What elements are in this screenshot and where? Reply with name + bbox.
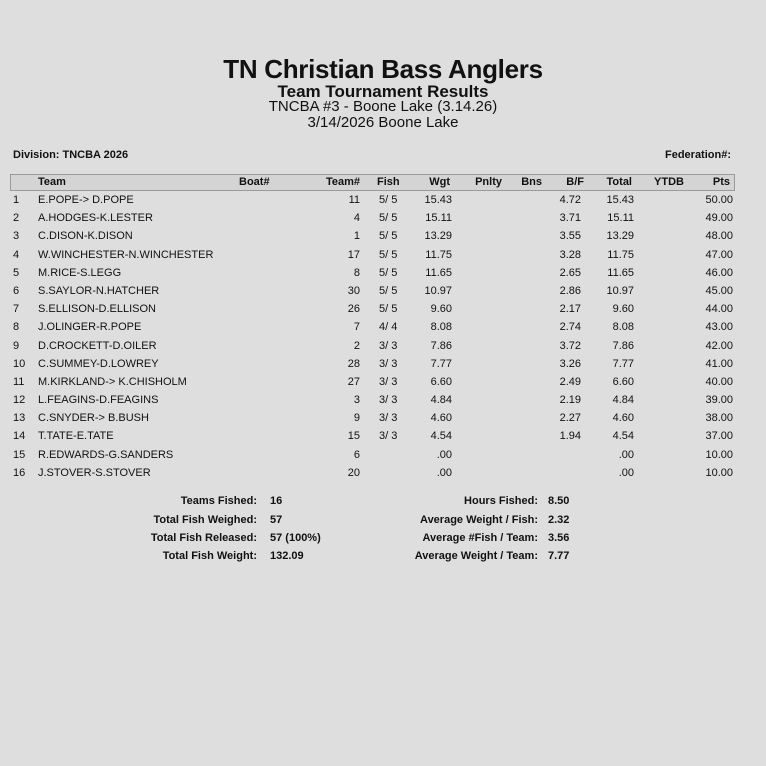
weight-cell: 9.60 bbox=[430, 303, 452, 316]
table-row bbox=[10, 209, 735, 227]
col-header-team: Team bbox=[38, 176, 66, 188]
team-cell: A.HODGES-K.LESTER bbox=[38, 212, 153, 225]
place-cell: 13 bbox=[13, 412, 26, 425]
points-cell: 39.00 bbox=[705, 394, 733, 407]
table-row bbox=[10, 227, 735, 245]
points-cell: 45.00 bbox=[705, 284, 733, 297]
col-header-bonus: Bns bbox=[521, 176, 542, 188]
total-cell: 4.84 bbox=[612, 394, 634, 407]
weight-cell: 6.60 bbox=[430, 375, 452, 388]
table-row bbox=[10, 191, 735, 209]
col-header-big-fish: B/F bbox=[566, 176, 584, 188]
big-fish-cell: 2.74 bbox=[559, 321, 581, 334]
weight-cell: 11.75 bbox=[425, 248, 452, 261]
total-cell: 15.11 bbox=[607, 212, 634, 225]
col-header-points: Pts bbox=[712, 176, 730, 188]
fish-cell: 4/ 4 bbox=[379, 321, 398, 334]
points-cell: 44.00 bbox=[705, 303, 733, 316]
total-fish-released-value: 57 (100%) bbox=[270, 532, 321, 544]
total-cell: 9.60 bbox=[612, 303, 634, 316]
total-cell: .00 bbox=[618, 466, 634, 479]
avg-weight-team-label: Average Weight / Team: bbox=[414, 550, 538, 562]
team-number-cell: 7 bbox=[353, 321, 360, 334]
big-fish-cell: 4.72 bbox=[559, 194, 581, 206]
team-number-cell: 8 bbox=[353, 266, 360, 279]
total-cell: 7.77 bbox=[612, 357, 634, 370]
report-subtitle: Team Tournament Results bbox=[277, 82, 489, 101]
team-number-cell: 27 bbox=[347, 375, 360, 388]
team-number-cell: 15 bbox=[347, 430, 360, 443]
place-cell: 2 bbox=[13, 212, 20, 225]
total-cell: 15.43 bbox=[606, 194, 634, 206]
division-label: Division: TNCBA 2026 bbox=[13, 149, 129, 161]
team-number-cell: 1 bbox=[353, 230, 360, 243]
place-cell: 8 bbox=[13, 321, 20, 334]
event-name: TNCBA #3 - Boone Lake (3.14.26) bbox=[268, 98, 498, 115]
fish-cell: 5/ 5 bbox=[379, 194, 398, 206]
big-fish-cell: 1.94 bbox=[559, 430, 581, 443]
hours-fished-label: Hours Fished: bbox=[464, 495, 538, 507]
place-cell: 14 bbox=[13, 430, 26, 443]
total-cell: 8.08 bbox=[612, 321, 634, 334]
place-cell: 15 bbox=[13, 448, 26, 461]
place-cell: 9 bbox=[13, 339, 20, 352]
points-cell: 47.00 bbox=[705, 248, 733, 261]
big-fish-cell: 3.28 bbox=[559, 248, 581, 261]
total-cell: 6.60 bbox=[612, 375, 634, 388]
fish-cell: 3/ 3 bbox=[379, 430, 398, 443]
weight-cell: 7.77 bbox=[430, 357, 452, 370]
weight-cell: 13.29 bbox=[424, 230, 452, 243]
table-row bbox=[10, 300, 735, 318]
team-cell: S.SAYLOR-N.HATCHER bbox=[38, 284, 160, 297]
total-cell: 13.29 bbox=[606, 230, 634, 243]
place-cell: 4 bbox=[13, 248, 20, 261]
points-cell: 38.00 bbox=[705, 412, 733, 425]
total-cell: .00 bbox=[618, 448, 634, 461]
team-cell: J.OLINGER-R.POPE bbox=[38, 321, 142, 334]
col-header-team-number: Team# bbox=[325, 176, 360, 188]
total-cell: 11.75 bbox=[607, 248, 634, 261]
points-cell: 43.00 bbox=[705, 321, 733, 334]
weight-cell: 4.84 bbox=[430, 394, 452, 407]
fish-cell: 3/ 3 bbox=[379, 375, 398, 388]
team-number-cell: 30 bbox=[347, 284, 360, 297]
place-cell: 11 bbox=[13, 375, 25, 388]
total-fish-released-label: Total Fish Released: bbox=[150, 532, 257, 544]
team-number-cell: 6 bbox=[353, 448, 360, 461]
col-header-ytdb: YTDB bbox=[654, 176, 684, 188]
place-cell: 5 bbox=[13, 266, 20, 279]
big-fish-cell: 2.17 bbox=[559, 303, 581, 316]
big-fish-cell: 2.27 bbox=[559, 412, 581, 425]
points-cell: 50.00 bbox=[705, 194, 733, 206]
team-number-cell: 2 bbox=[353, 339, 360, 352]
weight-cell: 4.54 bbox=[430, 430, 452, 443]
page-title: TN Christian Bass Anglers bbox=[223, 54, 543, 84]
avg-weight-team-value: 7.77 bbox=[548, 550, 570, 562]
weight-cell: 11.65 bbox=[425, 266, 452, 279]
total-cell: 10.97 bbox=[606, 284, 634, 297]
teams-fished-value: 16 bbox=[270, 495, 283, 507]
place-cell: 16 bbox=[13, 466, 26, 479]
table-row bbox=[10, 427, 735, 445]
team-cell: M.KIRKLAND-> K.CHISHOLM bbox=[38, 375, 187, 388]
points-cell: 42.00 bbox=[705, 339, 733, 352]
team-number-cell: 4 bbox=[353, 212, 360, 225]
team-cell: T.TATE-E.TATE bbox=[38, 430, 114, 443]
total-fish-weight-value: 132.09 bbox=[270, 550, 304, 562]
fish-cell: 5/ 5 bbox=[379, 248, 398, 261]
points-cell: 41.00 bbox=[705, 357, 733, 370]
points-cell: 48.00 bbox=[705, 230, 733, 243]
big-fish-cell: 2.49 bbox=[559, 375, 581, 388]
team-number-cell: 17 bbox=[347, 248, 360, 261]
team-cell: S.ELLISON-D.ELLISON bbox=[38, 303, 156, 316]
team-cell: E.POPE-> D.POPE bbox=[38, 194, 134, 206]
big-fish-cell: 2.19 bbox=[559, 394, 581, 407]
federation-label: Federation#: bbox=[664, 149, 731, 161]
place-cell: 1 bbox=[13, 194, 20, 206]
col-header-fish: Fish bbox=[377, 176, 400, 188]
table-row bbox=[10, 355, 735, 373]
total-cell: 11.65 bbox=[607, 266, 634, 279]
team-cell: R.EDWARDS-G.SANDERS bbox=[38, 448, 174, 461]
place-cell: 7 bbox=[13, 303, 20, 316]
table-row bbox=[10, 246, 735, 264]
col-header-penalty: Pnlty bbox=[475, 176, 502, 188]
team-number-cell: 26 bbox=[347, 303, 360, 316]
col-header-weight: Wgt bbox=[429, 176, 450, 188]
team-cell: D.CROCKETT-D.OILER bbox=[38, 339, 157, 352]
team-number-cell: 20 bbox=[347, 466, 360, 479]
big-fish-cell: 3.72 bbox=[559, 339, 581, 352]
total-cell: 4.54 bbox=[612, 430, 634, 443]
table-row bbox=[10, 264, 735, 282]
place-cell: 10 bbox=[13, 357, 26, 370]
col-header-total: Total bbox=[606, 176, 632, 188]
fish-cell: 5/ 5 bbox=[379, 303, 398, 316]
weight-cell: 7.86 bbox=[430, 339, 452, 352]
total-fish-weight-label: Total Fish Weight: bbox=[162, 550, 257, 562]
big-fish-cell: 3.55 bbox=[559, 230, 581, 243]
table-row bbox=[10, 464, 735, 482]
avg-weight-fish-label: Average Weight / Fish: bbox=[420, 514, 538, 526]
big-fish-cell: 2.65 bbox=[559, 266, 581, 279]
team-number-cell: 3 bbox=[353, 394, 360, 407]
fish-cell: 5/ 5 bbox=[379, 266, 398, 279]
points-cell: 46.00 bbox=[705, 266, 733, 279]
avg-fish-team-value: 3.56 bbox=[548, 532, 570, 544]
weight-cell: 15.11 bbox=[425, 212, 452, 225]
table-row bbox=[10, 446, 735, 464]
results-table-body bbox=[10, 191, 735, 482]
avg-fish-team-label: Average #Fish / Team: bbox=[422, 532, 538, 544]
team-cell: C.SUMMEY-D.LOWREY bbox=[38, 357, 159, 370]
points-cell: 10.00 bbox=[705, 448, 733, 461]
team-cell: C.SNYDER-> B.BUSH bbox=[38, 412, 149, 425]
team-cell: W.WINCHESTER-N.WINCHESTER bbox=[38, 248, 214, 261]
table-row bbox=[10, 282, 735, 300]
points-cell: 49.00 bbox=[705, 212, 733, 225]
table-header bbox=[10, 174, 735, 191]
fish-cell: 3/ 3 bbox=[379, 357, 398, 370]
avg-weight-fish-value: 2.32 bbox=[548, 514, 570, 526]
teams-fished-label: Teams Fished: bbox=[180, 495, 257, 507]
place-cell: 12 bbox=[13, 394, 26, 407]
points-cell: 10.00 bbox=[705, 466, 733, 479]
big-fish-cell: 3.26 bbox=[559, 357, 581, 370]
col-header-boat: Boat# bbox=[239, 176, 270, 188]
hours-fished-value: 8.50 bbox=[548, 495, 570, 507]
fish-cell: 3/ 3 bbox=[379, 412, 398, 425]
weight-cell: 4.60 bbox=[430, 412, 452, 425]
table-row bbox=[10, 391, 735, 409]
team-number-cell: 9 bbox=[353, 412, 360, 425]
team-cell: J.STOVER-S.STOVER bbox=[38, 466, 151, 479]
team-cell: L.FEAGINS-D.FEAGINS bbox=[38, 394, 159, 407]
event-date-location: 3/14/2026 Boone Lake bbox=[307, 114, 459, 131]
total-cell: 4.60 bbox=[612, 412, 634, 425]
total-fish-weighed-value: 57 bbox=[270, 514, 283, 526]
big-fish-cell: 3.71 bbox=[559, 212, 581, 225]
team-number-cell: 11 bbox=[348, 194, 360, 206]
fish-cell: 5/ 5 bbox=[379, 230, 398, 243]
weight-cell: 8.08 bbox=[430, 321, 452, 334]
big-fish-cell: 2.86 bbox=[559, 284, 581, 297]
team-cell: C.DISON-K.DISON bbox=[38, 230, 133, 243]
points-cell: 37.00 bbox=[705, 430, 733, 443]
team-number-cell: 28 bbox=[347, 357, 360, 370]
weight-cell: .00 bbox=[436, 466, 452, 479]
fish-cell: 5/ 5 bbox=[379, 212, 398, 225]
weight-cell: 10.97 bbox=[424, 284, 452, 297]
table-row bbox=[10, 318, 735, 336]
fish-cell: 5/ 5 bbox=[379, 284, 398, 297]
weight-cell: 15.43 bbox=[424, 194, 452, 206]
points-cell: 40.00 bbox=[705, 375, 733, 388]
place-cell: 6 bbox=[13, 284, 20, 297]
table-row bbox=[10, 337, 735, 355]
table-row bbox=[10, 409, 735, 427]
table-row bbox=[10, 373, 735, 391]
total-cell: 7.86 bbox=[612, 339, 634, 352]
place-cell: 3 bbox=[13, 230, 20, 243]
fish-cell: 3/ 3 bbox=[379, 394, 398, 407]
fish-cell: 3/ 3 bbox=[379, 339, 398, 352]
team-cell: M.RICE-S.LEGG bbox=[38, 266, 122, 279]
weight-cell: .00 bbox=[436, 448, 452, 461]
total-fish-weighed-label: Total Fish Weighed: bbox=[153, 514, 257, 526]
